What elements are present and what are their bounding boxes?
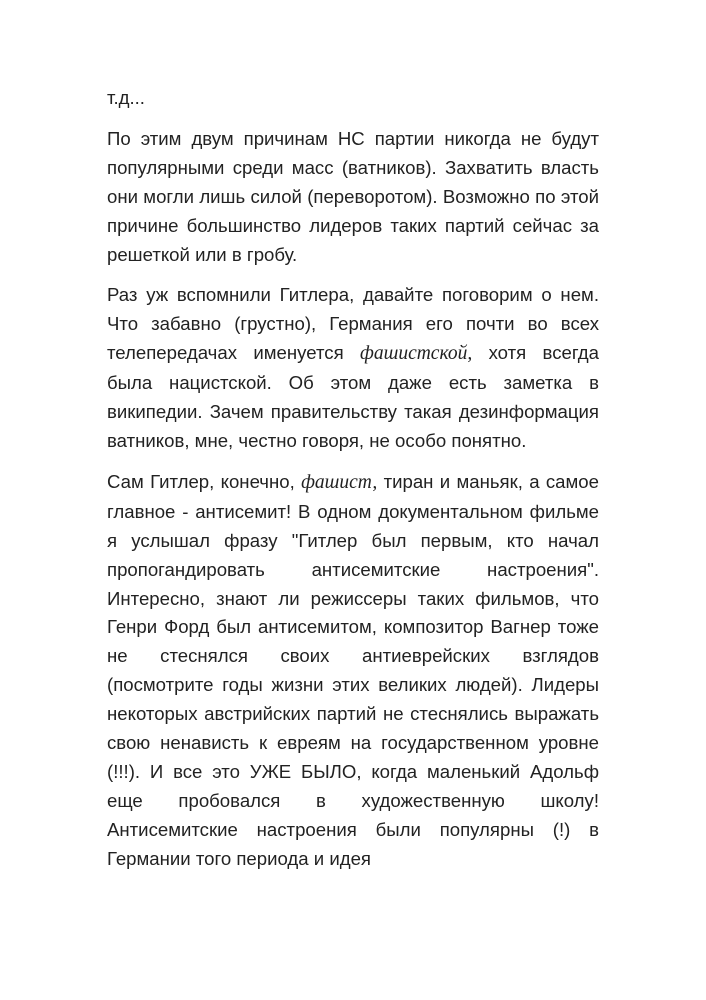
paragraph-4 — [107, 468, 599, 874]
paragraph-3 — [107, 281, 599, 455]
document-page — [107, 84, 599, 886]
paragraph-4-text-b: тиран и маньяк, а самое главное - антисемит! В одном документальном фильме я услышал фразу "Гитлер был первым, кто начал пропогандировать антисемитские настроения". Интересно, знают ли режиссеры таких фильмов, что Генри Форд был антисемитом, композитор Вагнер тоже не стеснялся своих антиеврейских взглядов (посмотрите годы жизни этих великих людей). Лидеры некоторых австрийских партий не стеснялись выражать свою ненависть к евреям на государственном уровне (!!!). И все это УЖЕ БЫЛО, когда маленький Адольф еще пробовался в художественную школу! Антисемитские настроения были популярны (!) в Германии того периода и идея — [107, 470, 599, 869]
paragraph-3-text-a: Раз уж вспомнили Гитлера, давайте поговорим о нем. Что забавно (грустно), Германия его почти во всех телепередачах именуется — [107, 284, 599, 364]
paragraph-3-italic-word: фашистской, — [360, 343, 473, 365]
paragraph-3-text-b: хотя всегда была нацистской. Об этом даже есть заметка в википедии. Зачем правительству такая дезинформация ватников, мне, честно говоря, не особо понятно. — [107, 342, 599, 451]
paragraph-4-italic-word: фашист, — [301, 471, 378, 493]
paragraph-2 — [107, 125, 599, 270]
paragraph-1 — [107, 84, 599, 113]
paragraph-4-text-a: Сам Гитлер, конечно, — [107, 470, 302, 492]
paragraph-1-text: т.д... — [107, 87, 145, 108]
paragraph-2-text: По этим двум причинам НС партии никогда не будут популярными среди масс (ватников). Захватить власть они могли лишь силой (переворотом). Возможно по этой причине большинство лидеров таких партий сейчас за решеткой или в гробу. — [107, 127, 599, 265]
